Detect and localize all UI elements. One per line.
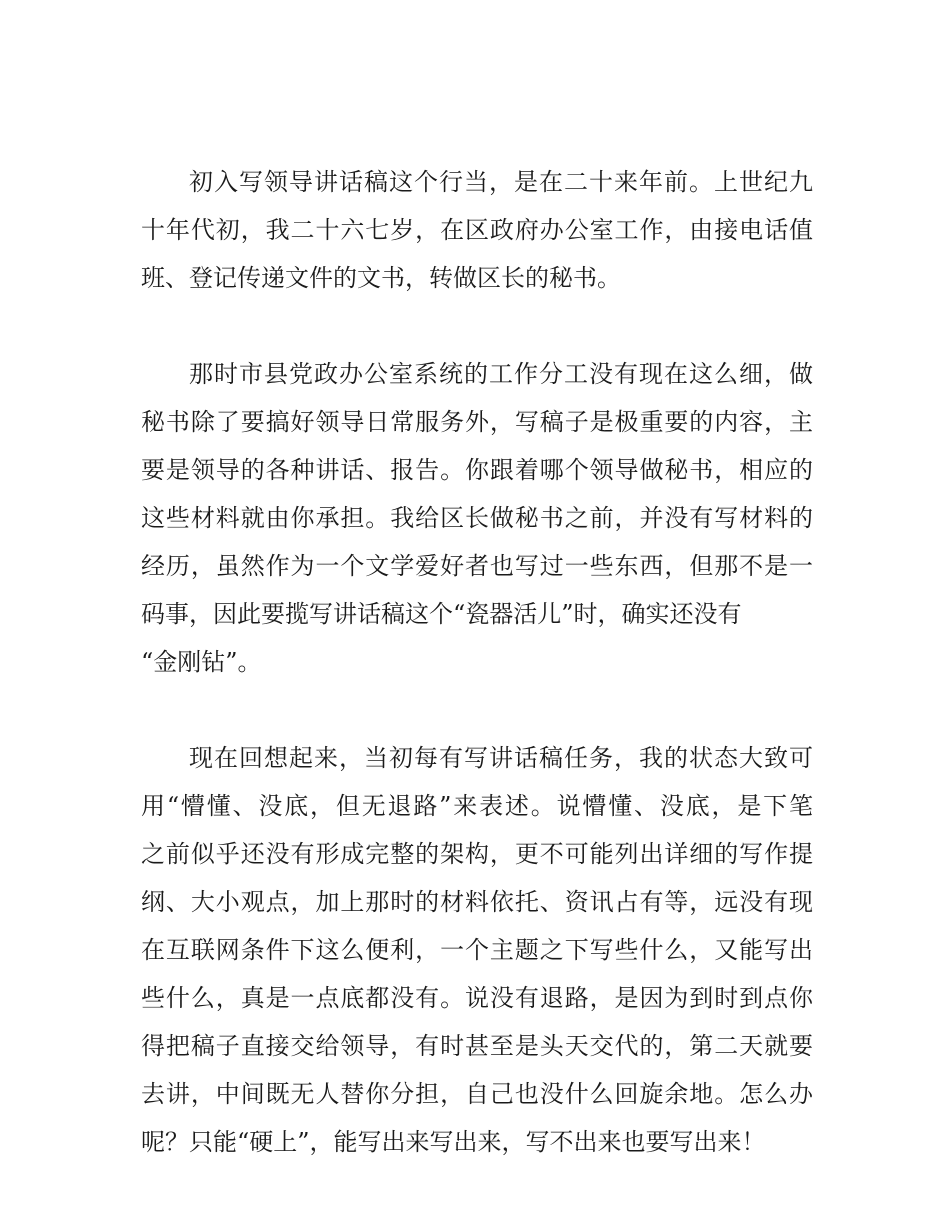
text-line: 码事，因此要揽写讲话稿这个“瓷器活儿”时，确实还没有 bbox=[141, 600, 742, 628]
text-line: 在互联网条件下这么便利，一个主题之下写些什么，又能写出 bbox=[141, 936, 813, 964]
paragraph-1 bbox=[141, 158, 813, 302]
text-line: 班、登记传递文件的文书，转做区长的秘书。 bbox=[141, 264, 621, 292]
text-line: 呢？只能“硬上”，能写出来写出来，写不出来也要写出来！ bbox=[141, 1128, 766, 1156]
paragraph-spacer bbox=[141, 686, 813, 734]
text-line: 十年代初，我二十六七岁，在区政府办公室工作，由接电话值 bbox=[141, 216, 813, 244]
text-line: 得把稿子直接交给领导，有时甚至是头天交代的，第二天就要 bbox=[141, 1032, 813, 1060]
text-line: 这些材料就由你承担。我给区长做秘书之前，并没有写材料的 bbox=[141, 504, 813, 532]
text-line: 秘书除了要搞好领导日常服务外，写稿子是极重要的内容，主 bbox=[141, 408, 813, 436]
text-line: 现在回想起来，当初每有写讲话稿任务，我的状态大致可 bbox=[189, 744, 813, 772]
text-line: 纲、大小观点，加上那时的材料依托、资讯占有等，远没有现 bbox=[141, 888, 813, 916]
paragraph-3 bbox=[141, 734, 813, 1166]
text-line: 那时市县党政办公室系统的工作分工没有现在这么细，做 bbox=[189, 360, 813, 388]
text-line: 些什么，真是一点底都没有。说没有退路，是因为到时到点你 bbox=[141, 984, 813, 1012]
text-line: “金刚钻”。 bbox=[141, 648, 262, 676]
text-line: 初入写领导讲话稿这个行当，是在二十来年前。上世纪九 bbox=[189, 168, 813, 196]
text-line: 要是领导的各种讲话、报告。你跟着哪个领导做秘书，相应的 bbox=[141, 456, 813, 484]
text-line: 用“懵懂、没底，但无退路”来表述。说懵懂、没底，是下笔 bbox=[141, 792, 813, 820]
paragraph-spacer bbox=[141, 302, 813, 350]
paragraph-2 bbox=[141, 350, 813, 686]
article-body bbox=[141, 158, 813, 1166]
text-line: 经历，虽然作为一个文学爱好者也写过一些东西，但那不是一 bbox=[141, 552, 813, 580]
text-line: 之前似乎还没有形成完整的架构，更不可能列出详细的写作提 bbox=[141, 840, 813, 868]
text-line: 去讲，中间既无人替你分担，自己也没什么回旋余地。怎么办 bbox=[141, 1080, 813, 1108]
